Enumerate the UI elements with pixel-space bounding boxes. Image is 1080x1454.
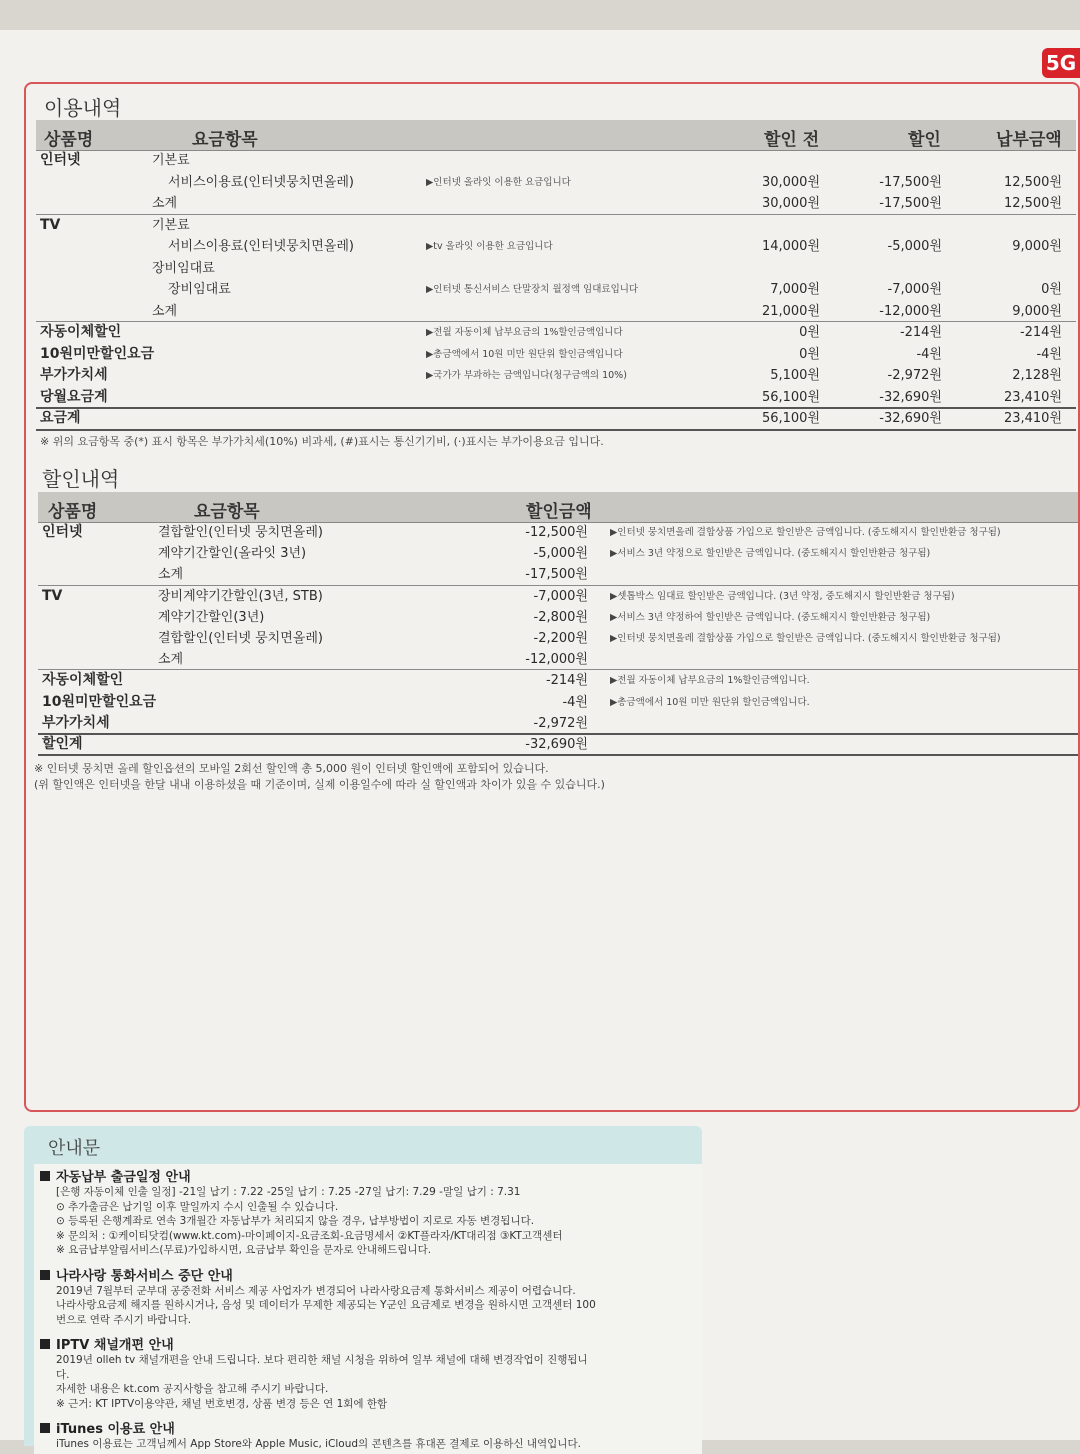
col-pay: 납부금액 bbox=[996, 130, 1062, 150]
square-bullet-icon bbox=[40, 1171, 50, 1181]
notice-heading-text: 자동납부 출금일정 안내 bbox=[56, 1170, 191, 1185]
usage-note: ▶인터넷 올라잇 이용한 요금입니다 bbox=[426, 176, 571, 188]
notice-section-heading bbox=[40, 1265, 233, 1284]
discount-amount: -2,972원 bbox=[533, 715, 588, 731]
usage-item: 서비스이용료(인터넷뭉치면올레) bbox=[168, 174, 354, 190]
discount-row-divider bbox=[38, 733, 1078, 735]
discount-product: 자동이체할인 bbox=[42, 672, 124, 689]
square-bullet-icon bbox=[40, 1423, 50, 1433]
usage-item: 소계 bbox=[152, 196, 178, 211]
usage-note: ▶전월 자동이체 납부요금의 1%할인금액입니다 bbox=[426, 327, 623, 338]
usage-before: 5,100원 bbox=[770, 368, 820, 383]
discount-amount: -214원 bbox=[545, 673, 588, 689]
discount-row bbox=[38, 522, 1078, 543]
discount-note: ▶서비스 3년 약정하여 할인받은 금액입니다. (중도해지시 할인반환금 청구됨) bbox=[610, 611, 931, 623]
usage-discount: -12,000원 bbox=[879, 303, 942, 319]
discount-amount: -12,500원 bbox=[525, 525, 588, 540]
usage-item: 소계 bbox=[152, 303, 178, 319]
notice-line: ※ 문의처 : ①케이티닷컴(www.kt.com)-마이페이지-요금조회-요금명세서 ②KT플라자/KT대리점 ③KT고객센터 bbox=[56, 1229, 563, 1242]
usage-item: 기본료 bbox=[152, 153, 190, 168]
discount-amount: -17,500원 bbox=[525, 567, 588, 583]
usage-discount: -5,000원 bbox=[887, 239, 942, 254]
notice-section-heading bbox=[40, 1418, 175, 1437]
notice-heading-text: 나라사랑 통화서비스 중단 안내 bbox=[56, 1268, 233, 1284]
brand-tag: 5G bbox=[1042, 48, 1080, 78]
discount-row bbox=[38, 586, 1078, 607]
usage-note: ▶총금액에서 10원 미만 원단위 할인금액입니다 bbox=[426, 348, 623, 360]
discount-row bbox=[38, 670, 1078, 691]
usage-pay: -4원 bbox=[1036, 346, 1062, 362]
discount-title: 할인내역 bbox=[42, 467, 120, 491]
usage-pay: 2,128원 bbox=[1012, 368, 1062, 383]
notice-line: 다. bbox=[56, 1368, 70, 1381]
discount-item: 소계 bbox=[158, 652, 184, 668]
usage-pay: -214원 bbox=[1019, 325, 1062, 340]
discount-note: ▶총금액에서 10원 미만 원단위 할인금액입니다. bbox=[610, 696, 810, 708]
usage-pay: 12,500원 bbox=[1003, 174, 1062, 190]
usage-discount: -17,500원 bbox=[879, 196, 942, 211]
usage-group-divider bbox=[36, 214, 1076, 215]
usage-row bbox=[36, 322, 1076, 343]
usage-item: 서비스이용료(인터넷뭉치면올레) bbox=[168, 239, 354, 254]
discount-note: ▶인터넷 뭉치면올레 결합상품 가입으로 할인받은 금액입니다. (중도해지시 할인반환금 청구됨) bbox=[610, 633, 1001, 644]
notice-line: 2019년 olleh tv 채널개편을 안내 드립니다. 보다 편리한 채널 시청을 위하여 일부 채널에 대해 변경작업이 진행됩니 bbox=[56, 1354, 588, 1366]
discount-note: ▶전월 자동이체 납부요금의 1%할인금액입니다. bbox=[610, 675, 810, 687]
usage-discount: -214원 bbox=[899, 325, 942, 340]
usage-pay: 9,000원 bbox=[1012, 239, 1062, 254]
usage-discount: -32,690원 bbox=[879, 389, 942, 405]
discount-product: TV bbox=[42, 587, 63, 604]
notice-line: iTunes 이용료는 고객님께서 App Store와 Apple Music, iCloud의 콘텐츠를 휴대폰 결제로 이용하신 내역입니다. bbox=[56, 1438, 581, 1450]
usage-row bbox=[36, 172, 1076, 193]
col-discount: 할인 bbox=[908, 130, 941, 150]
discount-item: 장비계약기간할인(3년, STB) bbox=[158, 588, 323, 604]
discount-amount: -12,000원 bbox=[525, 652, 588, 668]
col-product: 상품명 bbox=[44, 130, 94, 150]
col-amount: 할인금액 bbox=[526, 502, 592, 522]
usage-before: 0원 bbox=[799, 346, 820, 362]
discount-product: 할인계 bbox=[42, 736, 83, 752]
usage-product: 요금계 bbox=[40, 410, 81, 426]
usage-row bbox=[36, 150, 1076, 171]
usage-row bbox=[36, 301, 1076, 322]
usage-pay: 23,410원 bbox=[1003, 411, 1062, 426]
notice-body bbox=[34, 1164, 702, 1454]
usage-discount: -2,972원 bbox=[887, 368, 942, 383]
usage-product: TV bbox=[40, 216, 61, 233]
notice-line: 나라사랑요금제 해지를 원하시거나, 음성 및 데이터가 무제한 제공되는 Y군인 요금제로 변경을 원하시면 고객센터 100 bbox=[56, 1299, 596, 1311]
usage-product: 10원미만할인요금 bbox=[40, 345, 155, 362]
usage-discount: -7,000원 bbox=[887, 282, 942, 297]
usage-before: 0원 bbox=[799, 325, 820, 340]
usage-row bbox=[36, 215, 1076, 236]
discount-footnote-2: (위 할인액은 인터넷을 한달 내내 이용하셨을 때 기준이며, 실제 이용일수에 따라 실 할인액과 차이가 있을 수 있습니다.) bbox=[34, 778, 605, 791]
discount-amount: -2,800원 bbox=[533, 609, 588, 625]
usage-pay: 9,000원 bbox=[1012, 303, 1062, 319]
usage-row-divider bbox=[36, 429, 1076, 431]
usage-before: 30,000원 bbox=[761, 174, 820, 190]
notice-section-heading bbox=[40, 1166, 191, 1185]
usage-product: 인터넷 bbox=[40, 152, 81, 168]
square-bullet-icon bbox=[40, 1339, 50, 1349]
notice-line: ⊙ 등록된 은행계좌로 연속 3개월간 자동납부가 처리되지 않을 경우, 납부방법이 지로로 자동 변경됩니다. bbox=[56, 1215, 535, 1227]
discount-product: 10원미만할인요금 bbox=[42, 693, 157, 710]
discount-amount: -5,000원 bbox=[533, 546, 588, 562]
usage-row bbox=[36, 258, 1076, 279]
usage-before: 56,100원 bbox=[761, 389, 820, 405]
discount-row bbox=[38, 564, 1078, 585]
discount-item: 결합할인(인터넷 뭉치면올레) bbox=[158, 631, 323, 646]
usage-row bbox=[36, 408, 1076, 429]
usage-row bbox=[36, 387, 1076, 408]
notice-line: 2019년 7월부터 군부대 공중전화 서비스 제공 사업자가 변경되어 나라사랑요금제 통화서비스 제공이 어렵습니다. bbox=[56, 1284, 576, 1297]
discount-item: 계약기간할인(올라잇 3년) bbox=[158, 546, 307, 562]
usage-item: 기본료 bbox=[152, 217, 190, 233]
discount-amount: -4원 bbox=[562, 694, 588, 710]
usage-pay: 12,500원 bbox=[1003, 196, 1062, 211]
discount-row-divider bbox=[38, 754, 1078, 756]
notice-heading-text: IPTV 채널개편 안내 bbox=[56, 1338, 174, 1353]
notice-line: ※ 근거: KT IPTV이용약관, 채널 번호변경, 상품 변경 등은 연 1회에 한함 bbox=[56, 1397, 388, 1410]
discount-footnote-1: ※ 인터넷 뭉치면 올레 할인옵션의 모바일 2회선 할인액 총 5,000 원이 인터넷 할인액에 포함되어 있습니다. bbox=[34, 762, 549, 775]
usage-table-header bbox=[36, 120, 1076, 151]
discount-row bbox=[38, 734, 1078, 755]
usage-before: 30,000원 bbox=[761, 196, 820, 211]
discount-product: 부가가치세 bbox=[42, 714, 110, 731]
usage-row-divider bbox=[36, 407, 1076, 409]
notice-line: 자세한 내용은 kt.com 공지사항을 참고해 주시기 바랍니다. bbox=[56, 1383, 329, 1395]
col-product: 상품명 bbox=[48, 502, 98, 522]
usage-pay: 0원 bbox=[1041, 282, 1062, 297]
usage-item: 장비임대료 bbox=[152, 260, 215, 276]
usage-note: ▶tv 올라잇 이용한 요금입니다 bbox=[426, 241, 553, 252]
discount-amount: -7,000원 bbox=[533, 588, 588, 604]
usage-before: 7,000원 bbox=[770, 282, 820, 297]
usage-title: 이용내역 bbox=[44, 96, 122, 120]
usage-row bbox=[36, 279, 1076, 300]
usage-row bbox=[36, 344, 1076, 365]
notice-line: 번으로 연락 주시기 바랍니다. bbox=[56, 1313, 192, 1326]
discount-row-divider bbox=[38, 669, 1078, 670]
usage-item: 장비임대료 bbox=[168, 282, 231, 297]
discount-item: 계약기간할인(3년) bbox=[158, 609, 265, 625]
usage-product: 자동이체할인 bbox=[40, 324, 122, 340]
usage-product: 당월요금계 bbox=[40, 388, 108, 405]
usage-discount: -4원 bbox=[916, 346, 942, 362]
discount-row-divider bbox=[38, 585, 1078, 586]
discount-row bbox=[38, 692, 1078, 713]
notice-line: [은행 자동이체 인출 일정] -21일 납기 : 7.22 -25일 납기 : 7.25 -27일 납기: 7.29 -말일 납기 : 7.31 bbox=[56, 1186, 521, 1198]
discount-row bbox=[38, 543, 1078, 564]
notice-heading-text: iTunes 이용료 안내 bbox=[56, 1422, 175, 1437]
discount-item: 소계 bbox=[158, 567, 184, 583]
usage-row bbox=[36, 193, 1076, 214]
discount-row bbox=[38, 713, 1078, 734]
discount-amount: -2,200원 bbox=[533, 631, 588, 646]
usage-before: 14,000원 bbox=[761, 239, 820, 254]
notice-section-heading bbox=[40, 1334, 174, 1353]
discount-row bbox=[38, 649, 1078, 670]
usage-row bbox=[36, 365, 1076, 386]
usage-row-divider bbox=[36, 321, 1076, 322]
discount-item: 결합할인(인터넷 뭉치면올레) bbox=[158, 525, 323, 540]
discount-amount: -32,690원 bbox=[525, 737, 588, 752]
usage-discount: -32,690원 bbox=[879, 411, 942, 426]
discount-row bbox=[38, 628, 1078, 649]
usage-note: ▶국가가 부과하는 금액입니다(청구금액의 10%) bbox=[426, 370, 627, 381]
usage-note: ▶인터넷 통신서비스 단말장치 월정액 임대료입니다 bbox=[426, 284, 639, 295]
col-item: 요금항목 bbox=[194, 502, 260, 522]
usage-row bbox=[36, 236, 1076, 257]
discount-row bbox=[38, 607, 1078, 628]
usage-product: 부가가치세 bbox=[40, 367, 108, 383]
usage-discount: -17,500원 bbox=[879, 174, 942, 190]
discount-note: ▶셋톱박스 임대료 할인받은 금액입니다. (3년 약정, 중도해지시 할인반환금 청구됨) bbox=[610, 590, 955, 602]
col-item: 요금항목 bbox=[192, 130, 258, 150]
discount-table-header bbox=[38, 492, 1078, 523]
notice-line: ⊙ 추가출금은 납기일 이후 말일까지 수시 인출될 수 있습니다. bbox=[56, 1200, 339, 1213]
discount-note: ▶서비스 3년 약정으로 할인받은 금액입니다. (중도해지시 할인반환금 청구됨) bbox=[610, 548, 931, 560]
notice-line: ※ 요금납부알림서비스(무료)가입하시면, 요금납부 확인을 문자로 안내해드립니다. bbox=[56, 1244, 432, 1256]
notice-title: 안내문 bbox=[48, 1138, 101, 1159]
notice-box bbox=[24, 1126, 702, 1450]
usage-footnote: ※ 위의 요금항목 중(*) 표시 항목은 부가가치세(10%) 비과세, (#)표시는 통신기기비, (·)표시는 부가이용요금 입니다. bbox=[40, 435, 604, 448]
col-before: 할인 전 bbox=[764, 130, 820, 150]
discount-product: 인터넷 bbox=[42, 524, 83, 540]
usage-before: 21,000원 bbox=[761, 303, 820, 319]
discount-note: ▶인터넷 뭉치면올레 결합상품 가입으로 할인받은 금액입니다. (중도해지시 할인반환금 청구됨) bbox=[610, 527, 1001, 538]
square-bullet-icon bbox=[40, 1270, 50, 1280]
usage-before: 56,100원 bbox=[761, 411, 820, 426]
usage-pay: 23,410원 bbox=[1003, 389, 1062, 405]
